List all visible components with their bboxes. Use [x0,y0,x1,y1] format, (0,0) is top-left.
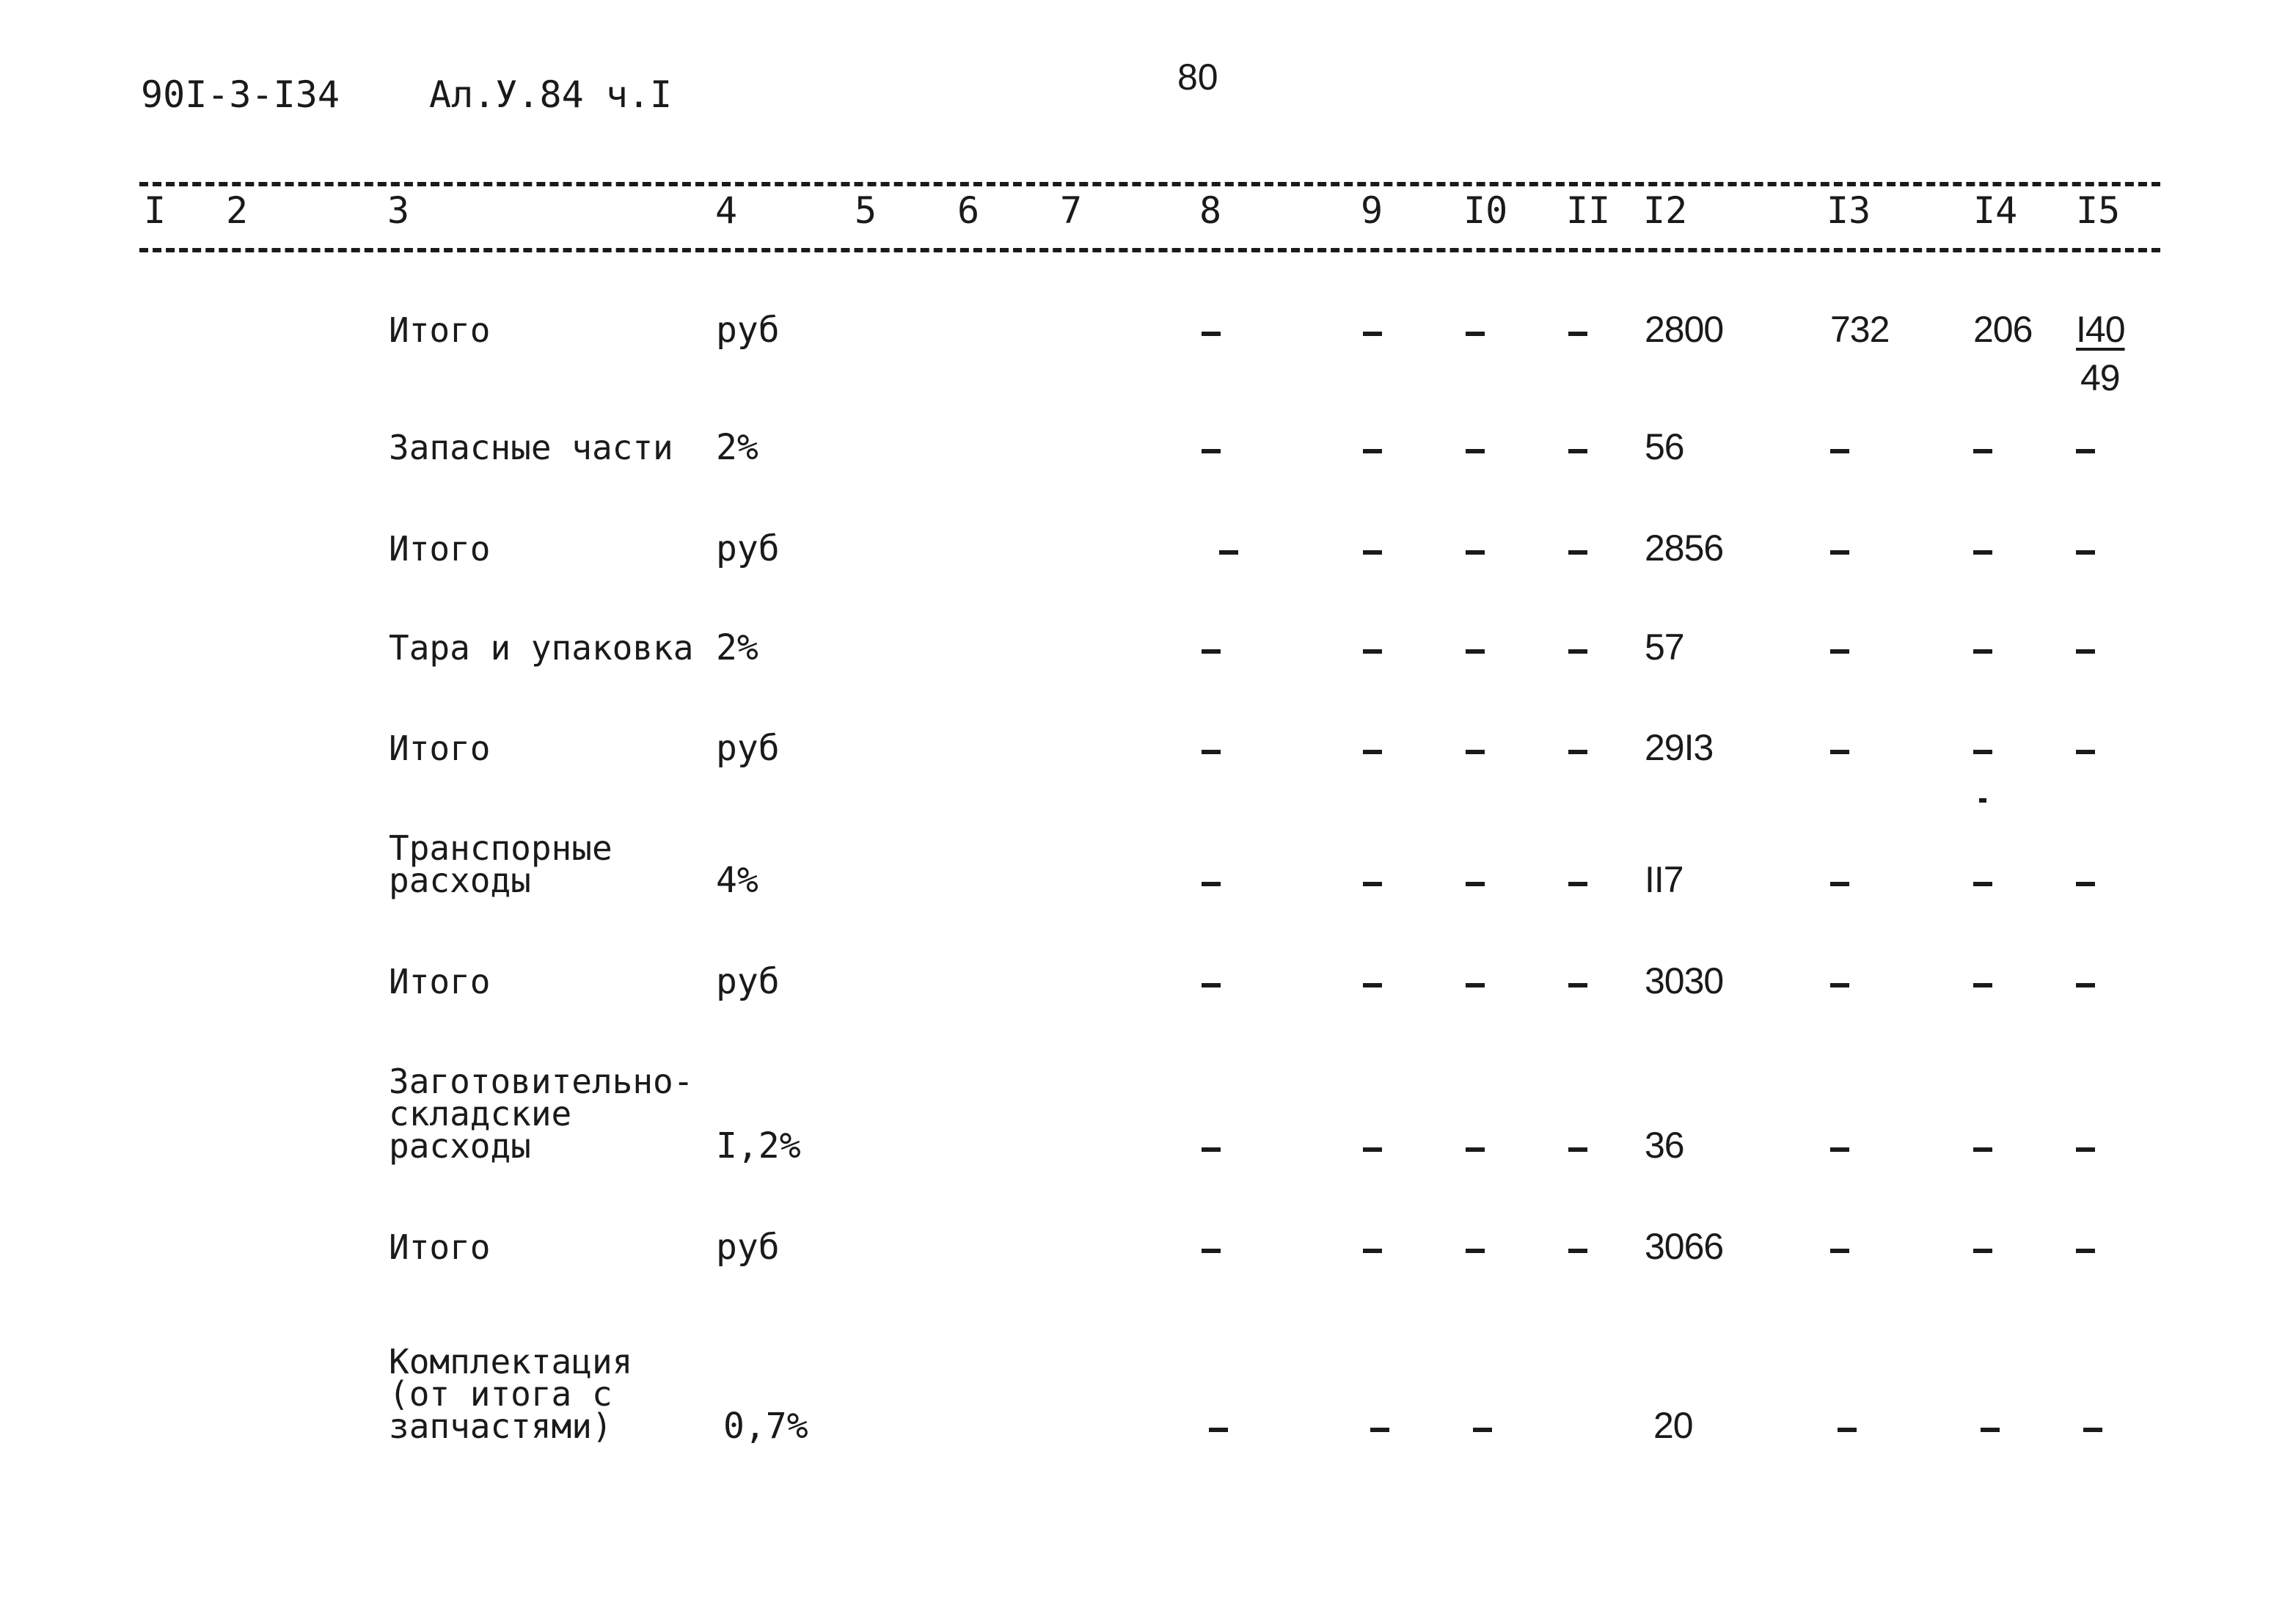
empty-cell-dash [1973,882,1992,886]
empty-cell-dash [2076,983,2095,987]
column-number: I2 [1643,189,1688,232]
cell-value: 56 [1645,426,1684,467]
cell-value: 57 [1645,627,1684,668]
empty-cell-dash [1466,649,1485,654]
page-number: 80 [1177,56,1218,98]
row-unit: I,2% [716,1125,801,1166]
empty-cell-dash [2076,1147,2095,1152]
column-number: I3 [1827,189,1871,232]
album-reference: Ал.У.84 ч.I [429,73,673,116]
cell-value: 732 [1830,309,1890,350]
empty-cell-dash [1466,750,1485,754]
column-number: I5 [2076,189,2121,232]
empty-cell-dash [1202,649,1221,654]
empty-cell-dash [1830,550,1849,555]
empty-cell-dash [2076,750,2095,754]
column-number: 2 [226,189,249,232]
empty-cell-dash [1466,550,1485,555]
empty-cell-dash [1466,332,1485,336]
row-label-line: Итого [389,729,491,768]
empty-cell-dash [1568,1147,1587,1152]
row-label [389,828,613,900]
empty-cell-dash [1973,550,1992,555]
column-number: 7 [1060,189,1083,232]
row-unit: 2% [716,427,758,468]
column-number: 5 [855,189,877,232]
empty-cell-dash [1568,983,1587,987]
row-unit: руб [716,310,780,351]
empty-cell-dash [1973,1147,1992,1152]
row-unit: руб [716,728,780,769]
cell-value: 2800 [1645,309,1724,350]
row-label [389,428,673,467]
empty-cell-dash [1202,1249,1221,1253]
document-code: 90I-3-I34 [141,73,340,116]
empty-cell-dash [1830,882,1849,886]
empty-cell-dash [2076,550,2095,555]
empty-cell-dash [1466,449,1485,453]
empty-cell-dash [1466,983,1485,987]
row-label-line: запчастями) [389,1406,613,1446]
row-label-line: (от итога с [389,1374,613,1414]
row-label-line: расходы [389,861,531,900]
row-label [389,1227,491,1267]
empty-cell-dash [1568,449,1587,453]
empty-cell-dash [1370,1428,1389,1432]
row-label [389,729,491,768]
column-number: 8 [1199,189,1222,232]
empty-cell-dash [1466,1249,1485,1253]
empty-cell-dash [1363,750,1382,754]
row-label-line: Заготовительно- [389,1062,694,1101]
cell-value: 36 [1645,1125,1684,1166]
empty-cell-dash [1830,649,1849,654]
empty-cell-dash [2076,882,2095,886]
empty-cell-dash [1973,649,1992,654]
empty-cell-dash [1363,332,1382,336]
header-bottom-rule [139,248,2160,252]
empty-cell-dash [1363,449,1382,453]
column-number: I4 [1973,189,2018,232]
empty-cell-dash [1830,1147,1849,1152]
row-label-line: Итого [389,529,491,569]
row-label-line: складские [389,1094,572,1133]
row-label [389,628,694,668]
cell-value: II7 [1645,859,1683,900]
empty-cell-dash [1202,1147,1221,1152]
empty-cell-dash [2083,1428,2102,1432]
column-number: 3 [387,189,410,232]
empty-cell-dash [1973,750,1992,754]
empty-cell-dash [1568,332,1587,336]
cell-value: 29I3 [1645,727,1714,768]
row-label [389,310,491,350]
empty-cell-dash [1973,1249,1992,1253]
empty-cell-dash [1466,882,1485,886]
empty-cell-dash [1202,449,1221,453]
row-label-line: Комплектация [389,1342,633,1381]
column-number: 9 [1361,189,1383,232]
empty-cell-dash [2076,449,2095,453]
empty-cell-dash [1830,983,1849,987]
column-number: I [144,189,167,232]
empty-cell-dash [2076,1249,2095,1253]
row-unit: 0,7% [723,1406,808,1447]
empty-cell-dash [1202,332,1221,336]
empty-cell-dash [1830,1249,1849,1253]
row-unit: 4% [716,860,758,901]
row-label [389,1062,694,1166]
row-label-line: Итого [389,962,491,1001]
empty-cell-dash [1568,649,1587,654]
row-unit: руб [716,528,780,569]
empty-cell-dash [1202,882,1221,886]
empty-cell-dash [1973,449,1992,453]
empty-cell-dash [1363,983,1382,987]
empty-cell-dash [1363,882,1382,886]
cell-value: 2856 [1645,527,1724,569]
row-label-line: расходы [389,1126,531,1166]
empty-cell-dash [1568,550,1587,555]
empty-cell-dash [1981,1428,2000,1432]
empty-cell-dash [2076,649,2095,654]
empty-cell-dash [1202,983,1221,987]
empty-cell-dash [1363,1147,1382,1152]
row-label [389,1342,633,1446]
header-top-rule [139,182,2160,186]
row-label-line: Запасные части [389,428,673,467]
cell-value: 20 [1653,1405,1693,1446]
row-unit: 2% [716,627,758,668]
empty-cell-dash [1363,550,1382,555]
empty-cell-dash [1466,1147,1485,1152]
empty-cell-dash [1202,750,1221,754]
row-label [389,529,491,569]
column-number: II [1566,189,1611,232]
fraction-numerator: I40 [2076,309,2125,350]
stray-mark [1979,798,1986,803]
empty-cell-dash [1973,983,1992,987]
column-number: I0 [1463,189,1508,232]
cell-value: 206 [1973,309,2033,350]
row-label-line: Итого [389,310,491,350]
row-label-line: Итого [389,1227,491,1267]
empty-cell-dash [1838,1428,1857,1432]
empty-cell-dash [1363,649,1382,654]
column-number: 4 [715,189,738,232]
fraction-denominator: 49 [2080,357,2120,398]
empty-cell-dash [1568,882,1587,886]
empty-cell-dash [1219,550,1238,555]
row-label-line: Тара и упаковка [389,628,694,668]
empty-cell-dash [1568,1249,1587,1253]
column-number: 6 [957,189,980,232]
empty-cell-dash [1568,750,1587,754]
row-unit: руб [716,961,780,1002]
cell-value: 3066 [1645,1226,1724,1267]
empty-cell-dash [1473,1428,1492,1432]
row-unit: руб [716,1227,780,1268]
empty-cell-dash [1830,750,1849,754]
empty-cell-dash [1209,1428,1228,1432]
row-label-line: Транспорные [389,828,613,868]
empty-cell-dash [1363,1249,1382,1253]
cell-value: 3030 [1645,960,1724,1001]
row-label [389,962,491,1001]
empty-cell-dash [1830,449,1849,453]
